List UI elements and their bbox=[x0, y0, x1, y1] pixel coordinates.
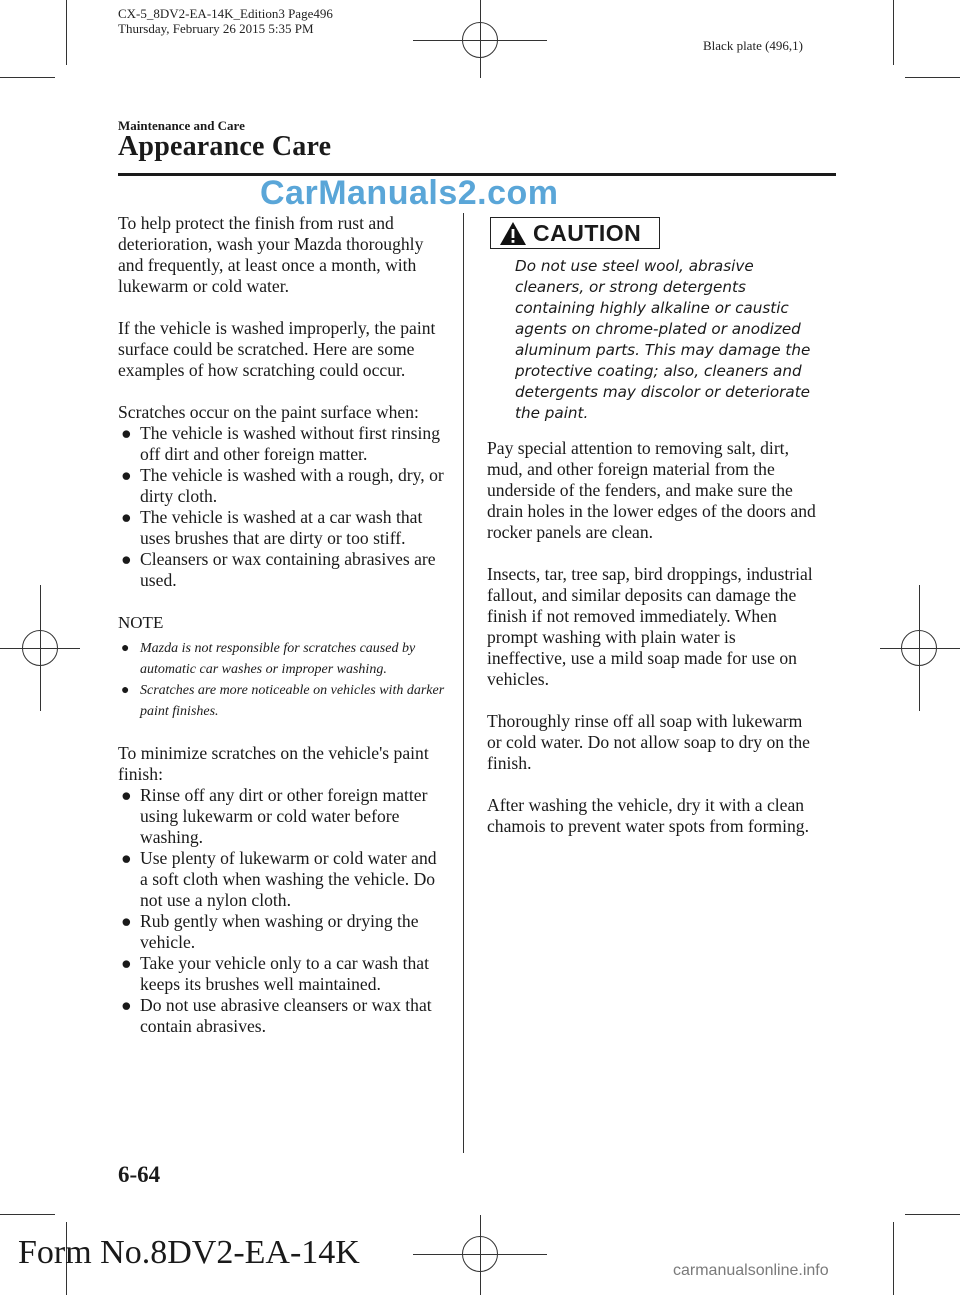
column-divider bbox=[463, 213, 464, 1153]
bullet-icon: ● bbox=[121, 549, 132, 569]
bullet-icon: ● bbox=[121, 683, 130, 698]
right-column bbox=[487, 438, 817, 858]
bullet-icon: ● bbox=[121, 911, 132, 931]
paragraph: Thoroughly rinse off all soap with lukewarm or cold water. Do not allow soap to dry on the finish. bbox=[487, 711, 810, 773]
plate-label: Black plate (496,1) bbox=[703, 38, 803, 53]
warning-triangle-icon bbox=[499, 221, 527, 246]
list-item: ● The vehicle is washed at a car wash that uses brushes that are dirty or too stiff. bbox=[121, 507, 423, 548]
print-file-line: CX-5_8DV2-EA-14K_Edition3 Page496 bbox=[118, 6, 333, 21]
note-item: ● Scratches are more noticeable on vehicles with darker paint finishes. bbox=[118, 680, 448, 722]
list-item: ● Take your vehicle only to a car wash that keeps its brushes well maintained. bbox=[121, 953, 429, 994]
intro-paragraph: To help protect the finish from rust and deterioration, wash your Mazda thoroughly and frequently, at least once a month, with lukewarm or cold water. bbox=[118, 213, 424, 296]
note-heading: NOTE bbox=[118, 613, 164, 632]
bullet-icon: ● bbox=[121, 848, 132, 868]
print-date-line: Thursday, February 26 2015 5:35 PM bbox=[118, 21, 314, 36]
footer-site-watermark: carmanualsonline.info bbox=[673, 1262, 829, 1279]
caution-label-box bbox=[490, 217, 660, 249]
bullet-icon: ● bbox=[121, 507, 132, 527]
paragraph: Pay special attention to removing salt, dirt, mud, and other foreign material from the underside of the fenders, and make sure the drain holes in the lower edges of the doors and rocker panels are clean. bbox=[487, 438, 816, 542]
bullet-icon: ● bbox=[121, 641, 130, 656]
minimize-intro: To minimize scratches on the vehicle's paint finish: bbox=[118, 743, 429, 784]
bullet-icon: ● bbox=[121, 465, 132, 485]
left-column bbox=[118, 213, 448, 1058]
bullet-icon: ● bbox=[121, 953, 132, 973]
watermark: CarManuals2.com bbox=[260, 174, 559, 212]
list-item: ● The vehicle is washed without first rinsing off dirt and other foreign matter. bbox=[121, 423, 441, 464]
list-item: ● Rub gently when washing or drying the vehicle. bbox=[121, 911, 419, 952]
list-item: ● Use plenty of lukewarm or cold water and a soft cloth when washing the vehicle. Do not use a nylon cloth. bbox=[121, 848, 437, 910]
minimize-tips-list bbox=[118, 785, 448, 1037]
list-item: ● Rinse off any dirt or other foreign matter using lukewarm or cold water before washing. bbox=[121, 785, 428, 847]
list-item: ● Cleansers or wax containing abrasives are used. bbox=[121, 549, 436, 590]
bullet-icon: ● bbox=[121, 995, 132, 1015]
note-list bbox=[118, 638, 448, 722]
caution-text: Do not use steel wool, abrasive cleaners, or strong detergents containing highly alkaline or caustic agents on chrome-plated or anodized aluminum parts. This may damage the protective coating; also, cleaners and detergents may discolor or deteriorate the paint. bbox=[515, 257, 811, 422]
list-item: ● Do not use abrasive cleansers or wax that contain abrasives. bbox=[121, 995, 432, 1036]
bullet-icon: ● bbox=[121, 423, 132, 443]
paragraph: After washing the vehicle, dry it with a clean chamois to prevent water spots from forming. bbox=[487, 795, 809, 836]
paragraph: Insects, tar, tree sap, bird droppings, industrial fallout, and similar deposits can damage the finish if not removed immediately. When prompt washing with plain water is ineffective, use a mild soap made for use on vehicles. bbox=[487, 564, 813, 689]
scratch-causes-list bbox=[118, 423, 448, 591]
caution-label: CAUTION bbox=[533, 219, 642, 246]
note-item: ● Mazda is not responsible for scratches caused by automatic car washes or improper washing. bbox=[118, 638, 448, 680]
scratches-intro: Scratches occur on the paint surface when: bbox=[118, 402, 419, 422]
list-item: ● The vehicle is washed with a rough, dry, or dirty cloth. bbox=[121, 465, 444, 506]
page-number: 6-64 bbox=[118, 1162, 161, 1187]
form-number: Form No.8DV2-EA-14K bbox=[18, 1234, 360, 1271]
improper-wash-paragraph: If the vehicle is washed improperly, the paint surface could be scratched. Here are some examples of how scratching could occur. bbox=[118, 318, 436, 380]
bullet-icon: ● bbox=[121, 785, 132, 805]
page-title: Appearance Care bbox=[118, 131, 332, 162]
section-label: Maintenance and Care bbox=[118, 118, 245, 133]
